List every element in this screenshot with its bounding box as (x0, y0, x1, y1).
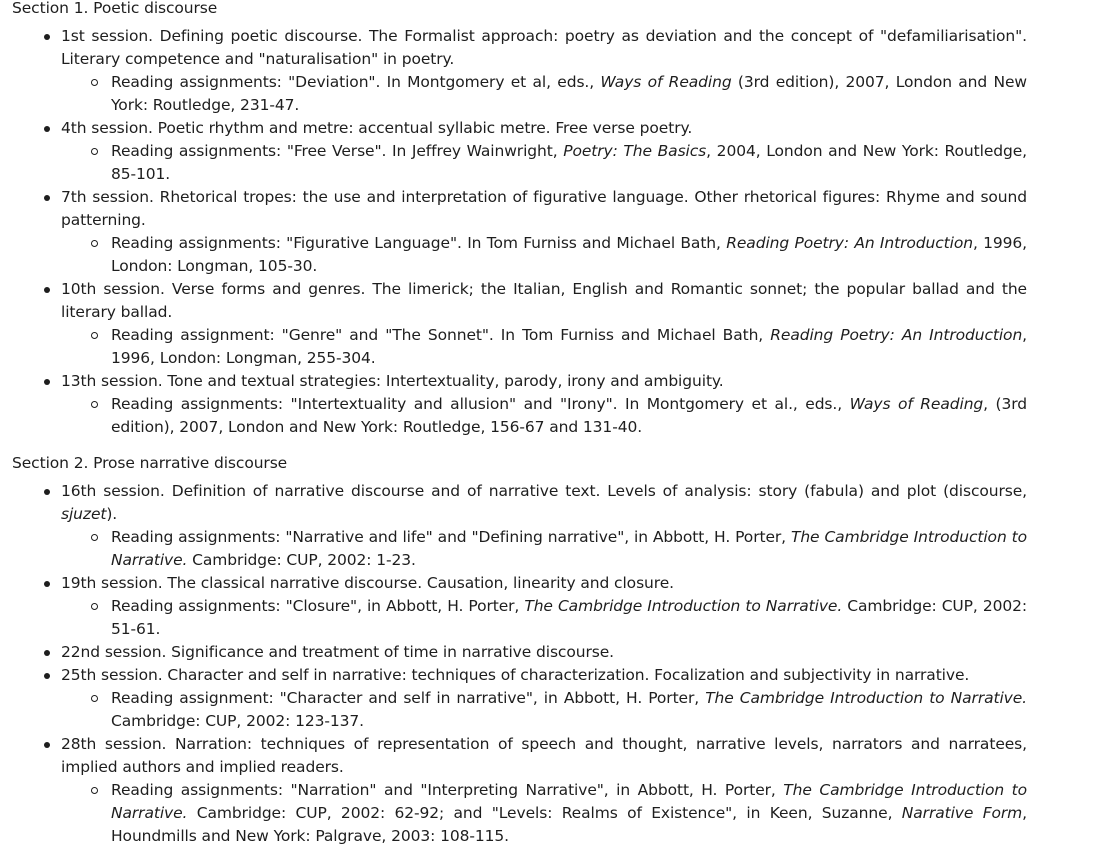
circle-bullet-icon (91, 79, 98, 86)
reading-text: Reading assignments: "Narrative and life" and "Defining narrative", in Abbott, H. Porter, The Cambridge Introduction to Narrative. Cambridge: CUP, 2002: 1-23. (111, 528, 1027, 569)
bullet-icon (44, 581, 50, 587)
reading-text: Reading assignments: "Closure", in Abbott, H. Porter, The Cambridge Introduction to Narrative. Cambridge: CUP, 2002: 51-61. (111, 597, 1027, 638)
session-item (61, 572, 1027, 641)
session-item (61, 641, 1027, 664)
session-item (61, 370, 1027, 439)
reading-item (111, 232, 1027, 278)
reading-list (61, 779, 1027, 848)
book-title: Ways of Reading (600, 73, 732, 91)
reading-item (111, 687, 1027, 733)
bullet-icon (44, 673, 50, 679)
bullet-icon (44, 34, 50, 40)
session-text: 28th session. Narration: techniques of representation of speech and thought, narrative levels, narrators and narratees, implied authors and implied readers. (61, 735, 1027, 776)
reading-item (111, 324, 1027, 370)
session-item (61, 664, 1027, 733)
circle-bullet-icon (91, 332, 98, 339)
session-text: 7th session. Rhetorical tropes: the use and interpretation of figurative language. Other rhetorical figures: Rhyme and sound patterning. (61, 188, 1027, 229)
reading-list (61, 393, 1027, 439)
session-item (61, 278, 1027, 370)
book-title: Narrative Form (901, 804, 1023, 822)
reading-list (61, 595, 1027, 641)
bullet-icon (44, 742, 50, 748)
book-title: Reading Poetry: An Introduction (726, 234, 973, 252)
circle-bullet-icon (91, 603, 98, 610)
reading-text: Reading assignments: "Intertextuality and allusion" and "Irony". In Montgomery et al., eds., Ways of Reading, (3rd edition), 2007, London and New York: Routledge, 156-67 and 131-40. (111, 395, 1027, 436)
book-title: Reading Poetry: An Introduction (770, 326, 1023, 344)
reading-list (61, 687, 1027, 733)
book-title: The Cambridge Introduction to Narrative. (111, 528, 1027, 569)
session-text: 19th session. The classical narrative discourse. Causation, linearity and closure. (61, 574, 674, 592)
reading-text: Reading assignment: "Character and self in narrative", in Abbott, H. Porter, The Cambridge Introduction to Narrative. Cambridge: CUP, 2002: 123-137. (111, 689, 1028, 730)
bullet-icon (44, 287, 50, 293)
reading-list (61, 71, 1027, 117)
reading-list (61, 140, 1027, 186)
reading-text: Reading assignments: "Free Verse". In Jeffrey Wainwright, Poetry: The Basics, 2004, London and New York: Routledge, 85-101. (111, 142, 1027, 183)
session-text: 1st session. Defining poetic discourse. The Formalist approach: poetry as deviation and the concept of "defamiliarisation". Literary competence and "naturalisation" in poetry. (61, 27, 1027, 68)
session-text: 10th session. Verse forms and genres. The limerick; the Italian, English and Romantic sonnet; the popular ballad and the literary ballad. (61, 280, 1027, 321)
bullet-icon (44, 126, 50, 132)
reading-item (111, 140, 1027, 186)
book-title: The Cambridge Introduction to Narrative. (705, 689, 1028, 707)
circle-bullet-icon (91, 695, 98, 702)
circle-bullet-icon (91, 401, 98, 408)
reading-text: Reading assignments: "Deviation". In Montgomery et al, eds., Ways of Reading (3rd edition), 2007, London and New York: Routledge, 231-47. (111, 73, 1027, 114)
bullet-icon (44, 195, 50, 201)
bullet-icon (44, 489, 50, 495)
reading-text: Reading assignment: "Genre" and "The Sonnet". In Tom Furniss and Michael Bath, Reading Poetry: An Introduction, 1996, London: Longman, 255-304. (111, 326, 1027, 367)
section-poetic-discourse (12, 0, 1115, 439)
reading-text: Reading assignments: "Narration" and "Interpreting Narrative", in Abbott, H. Porter, The Cambridge Introduction to Narrative. Cambridge: CUP, 2002: 62-92; and "Levels: Realms of Existence", in Keen, Suzanne, Narrative Form, Houndmills and New York: Palgrave, 2003: 108-115. (111, 781, 1028, 845)
bullet-icon (44, 379, 50, 385)
reading-list (61, 232, 1027, 278)
book-title: The Cambridge Introduction to Narrative. (524, 597, 843, 615)
section-prose-narrative-discourse (12, 452, 1115, 848)
session-item (61, 186, 1027, 278)
section-heading: Section 2. Prose narrative discourse (12, 454, 288, 472)
reading-text: Reading assignments: "Figurative Language". In Tom Furniss and Michael Bath, Reading Poetry: An Introduction, 1996, London: Longman, 105-30. (111, 234, 1027, 275)
section-heading: Section 1. Poetic discourse (12, 0, 218, 17)
reading-item (111, 779, 1027, 848)
session-text: 16th session. Definition of narrative discourse and of narrative text. Levels of analysis: story (fabula) and plot (discourse, sjuzet). (61, 482, 1027, 523)
session-text: 22nd session. Significance and treatment of time in narrative discourse. (61, 643, 614, 661)
session-text: 25th session. Character and self in narrative: techniques of characterization. Focalization and subjectivity in narrative. (61, 666, 970, 684)
book-title: The Cambridge Introduction to Narrative. (111, 781, 1028, 822)
bullet-icon (44, 650, 50, 656)
session-text: 13th session. Tone and textual strategies: Intertextuality, parody, irony and ambiguity. (61, 372, 724, 390)
reading-list (61, 324, 1027, 370)
term-italic: sjuzet (61, 505, 107, 523)
session-item (61, 733, 1027, 848)
session-list (12, 25, 1027, 439)
reading-item (111, 71, 1027, 117)
book-title: Ways of Reading (849, 395, 984, 413)
book-title: Poetry: The Basics (563, 142, 707, 160)
circle-bullet-icon (91, 240, 98, 247)
session-text: 4th session. Poetic rhythm and metre: accentual syllabic metre. Free verse poetry. (61, 119, 693, 137)
reading-list (61, 526, 1027, 572)
session-item (61, 480, 1027, 572)
session-item (61, 117, 1027, 186)
section-spacer (12, 439, 1115, 452)
session-item (61, 25, 1027, 117)
reading-item (111, 595, 1027, 641)
circle-bullet-icon (91, 148, 98, 155)
reading-item (111, 393, 1027, 439)
circle-bullet-icon (91, 787, 98, 794)
session-list (12, 480, 1027, 848)
reading-item (111, 526, 1027, 572)
circle-bullet-icon (91, 534, 98, 541)
